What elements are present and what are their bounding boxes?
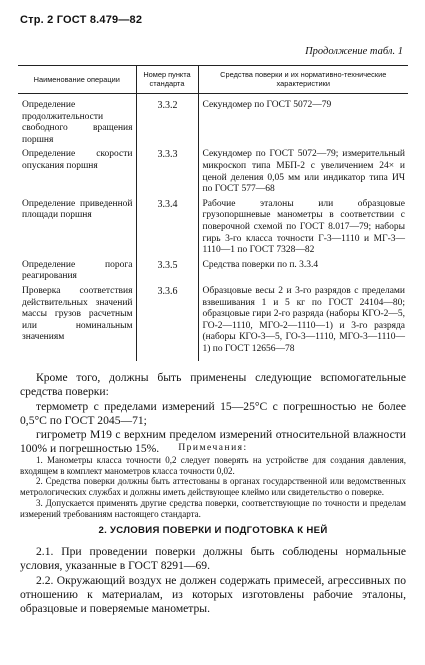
cell-clause: 3.3.5: [136, 259, 198, 285]
table-row: [18, 259, 408, 285]
cell-means: Секундомер по ГОСТ 5072—79: [198, 94, 408, 149]
table-header-row: [18, 66, 408, 94]
paragraph: 2.2. Окружающий воздух не должен содержать примесей, агрессивных по отношению к материалам, из которых изготовлены рабочие эталоны, образцовые и поверяемые манометры.: [20, 573, 406, 616]
cell-clause: 3.3.6: [136, 285, 198, 362]
cell-means: Средства поверки по п. 3.3.4: [198, 259, 408, 285]
note-item: 2. Средства поверки должны быть аттестованы в органах государственной или ведомственных метрологических службах и должны иметь действующее клеймо или свидетельство о поверке.: [20, 476, 406, 498]
note-item: 3. Допускается применять другие средства поверки, соответствующие по точности и пределам измерений требованиям настоящего стандарта.: [20, 497, 406, 519]
page-header: Стр. 2 ГОСТ 8.479—82: [20, 14, 143, 26]
paragraph: 2.1. При проведении поверки должны быть соблюдены нормальные условия, указанные в ГОСТ 8291—69.: [20, 545, 406, 573]
cell-operation: Определение приведенной площади поршня: [22, 198, 133, 221]
paragraph: Кроме того, должны быть применены следующие вспомогательные средства поверки:: [20, 371, 406, 399]
cell-means: Рабочие эталоны или образцовые грузопоршневые манометры в соответствии с поверочной схемой по ГОСТ 8.017—79; наборы гирь 3-го класса точности Г-3—1110 и МГ-3—1110—1 по ГОСТ 7328—82: [198, 198, 408, 259]
cell-operation: Определение скорости опускания поршня: [22, 149, 133, 171]
section-title: 2. УСЛОВИЯ ПОВЕРКИ И ПОДГОТОВКА К НЕЙ: [98, 525, 328, 536]
cell-operation: Проверка соответствия действительных значений массы грузов расчетным или номинальным значениям: [22, 285, 133, 343]
paragraph: термометр с пределами измерений 15—25°С с погрешностью не более 0,5°С по ГОСТ 2045—71;: [20, 399, 406, 427]
verification-operations-table: [18, 65, 408, 361]
cell-operation: Определение продолжительности свободного вращения поршня: [22, 100, 133, 145]
notes-block: [20, 443, 406, 520]
cell-clause: 3.3.2: [136, 94, 198, 149]
cell-clause: 3.3.4: [136, 198, 198, 259]
section-body: [20, 545, 406, 616]
cell-means: Образцовые весы 2 и 3-го разрядов с пределами взвешивания 1 и 5 кг по ГОСТ 24104—80; образцовые гири 2-го разряда (наборы КГО-2—5, ГО-2—1110, МГО-2—1110—1) и 3-го разряда (наборы КГО-3—5, ГО-3—1110, МГО-3—1110—1) по ГОСТ 12656—78: [198, 285, 408, 362]
table-row: [18, 148, 408, 197]
table-continued-label: Продолжение табл. 1: [305, 46, 403, 57]
cell-means: Секундомер по ГОСТ 5072—79; измерительный микроскоп типа МБП-2 с увеличением 24× и ценой деления 0,05 мм или индикатор типа ИЧ по ГОСТ 577—68: [198, 148, 408, 197]
column-header-clause: Номер пункта стандарта: [136, 66, 198, 94]
table-row: [18, 198, 408, 259]
column-header-operation: Наименование операции: [18, 66, 136, 94]
cell-clause: 3.3.3: [136, 148, 198, 197]
cell-operation: Определение порога реагирования: [22, 259, 133, 282]
table-row: [18, 285, 408, 362]
table-row: [18, 94, 408, 149]
paragraph: гигрометр М19 с верхним пределом измерений относительной влажности 100% и погрешностью 15%.: [20, 428, 406, 456]
column-header-means: Средства поверки и их нормативно-технические характеристики: [198, 66, 408, 94]
notes-title: Примечания:: [178, 443, 248, 453]
note-item: 1. Манометры класса точности 0,2 следует поверять на устройстве для создания давления, входящем в комплект манометров класса точности 0,02.: [20, 454, 406, 476]
